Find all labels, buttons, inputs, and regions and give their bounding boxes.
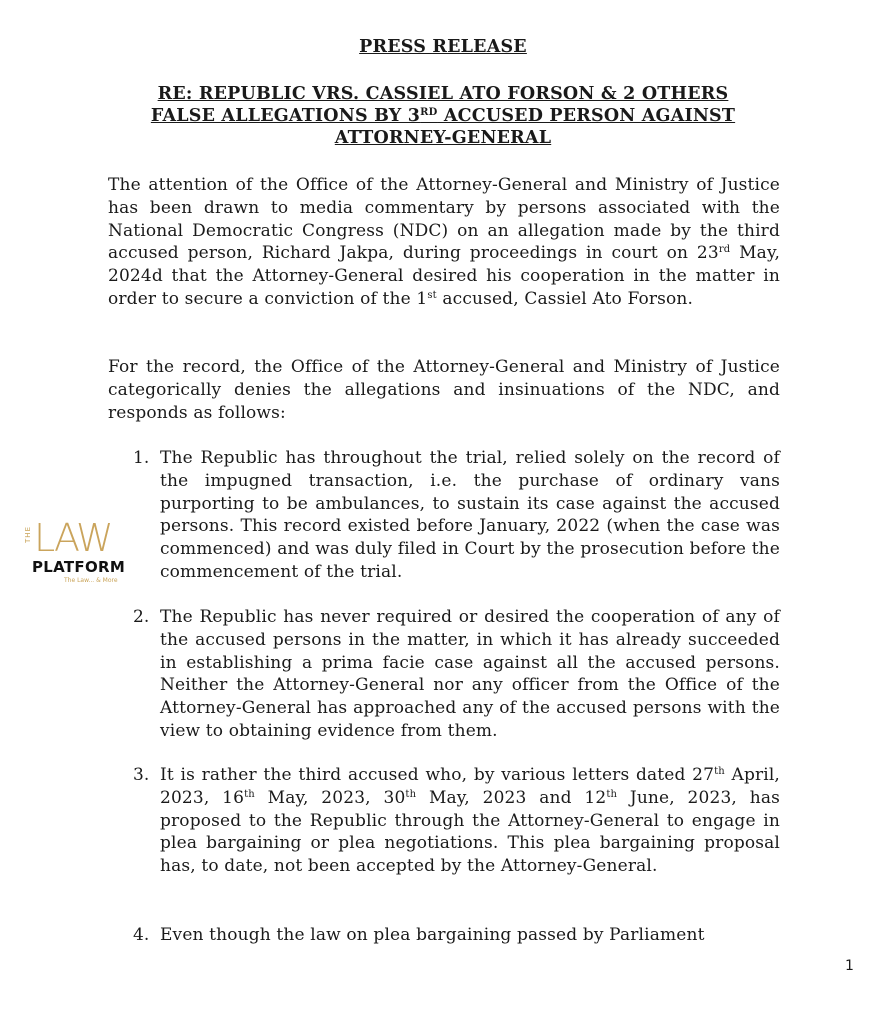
list-item-number: 1.	[133, 448, 150, 468]
logo-law-text: LAW	[34, 516, 112, 560]
list-item-text: Even though the law on plea bargaining passed by Parliament	[160, 925, 705, 945]
list-item-number: 2.	[133, 607, 150, 627]
logo-platform-text: PLATFORM	[32, 558, 126, 576]
subject-line-cont: ATTORNEY-GENERAL	[334, 128, 552, 148]
case-title: RE: REPUBLIC VRS. CASSIEL ATO FORSON & 2 OTHERS	[157, 84, 729, 104]
subject-line: FALSE ALLEGATIONS BY 3RD ACCUSED PERSON AGAINST	[150, 106, 736, 126]
list-item-number: 4.	[133, 925, 150, 945]
list-item-number: 3.	[133, 765, 150, 785]
logo-tagline: The Law... & More	[64, 577, 118, 584]
list-item-text: It is rather the third accused who, by various letters dated 27th April, 2023, 16th May, 2023, 30th May, 2023 and 12th June, 2023, has proposed to the Republic through the Attorney-General to engage in plea bargaining or plea negotiations. This plea bargaining proposal has, to date, not been accepted by the Attorney-General.	[160, 765, 780, 877]
page-number: 1	[845, 958, 854, 974]
record-paragraph: For the record, the Office of the Attorney-General and Ministry of Justice categorically denies the allegations and insinuations of the NDC, and responds as follows:	[108, 357, 780, 423]
intro-paragraph: The attention of the Office of the Attorney-General and Ministry of Justice has been drawn to media commentary by persons associated with the National Democratic Congress (NDC) on an allegation made by the third accused person, Richard Jakpa, during proceedings in court on 23rd May, 2024d that the Attorney-General desired his cooperation in the matter in order to secure a conviction of the 1st accused, Cassiel Ato Forson.	[108, 175, 781, 309]
press-release-title: PRESS RELEASE	[359, 37, 527, 57]
logo-the-text: THE	[24, 526, 32, 543]
list-item-text: The Republic has never required or desired the cooperation of any of the accused persons in the matter, in which it has already succeeded in establishing a prima facie case against all the accused persons. Neither the Attorney-General nor any officer from the Office of the Attorney-General has approached any of the accused persons with the view to obtaining evidence from them.	[160, 607, 780, 741]
law-platform-logo	[24, 516, 144, 590]
list-item-text: The Republic has throughout the trial, relied solely on the record of the impugned transaction, i.e. the purchase of ordinary vans purporting to be ambulances, to sustain its case against the accused persons. This record existed before January, 2022 (when the case was commenced) and was duly filed in Court by the prosecution before the commencement of the trial.	[160, 448, 780, 582]
